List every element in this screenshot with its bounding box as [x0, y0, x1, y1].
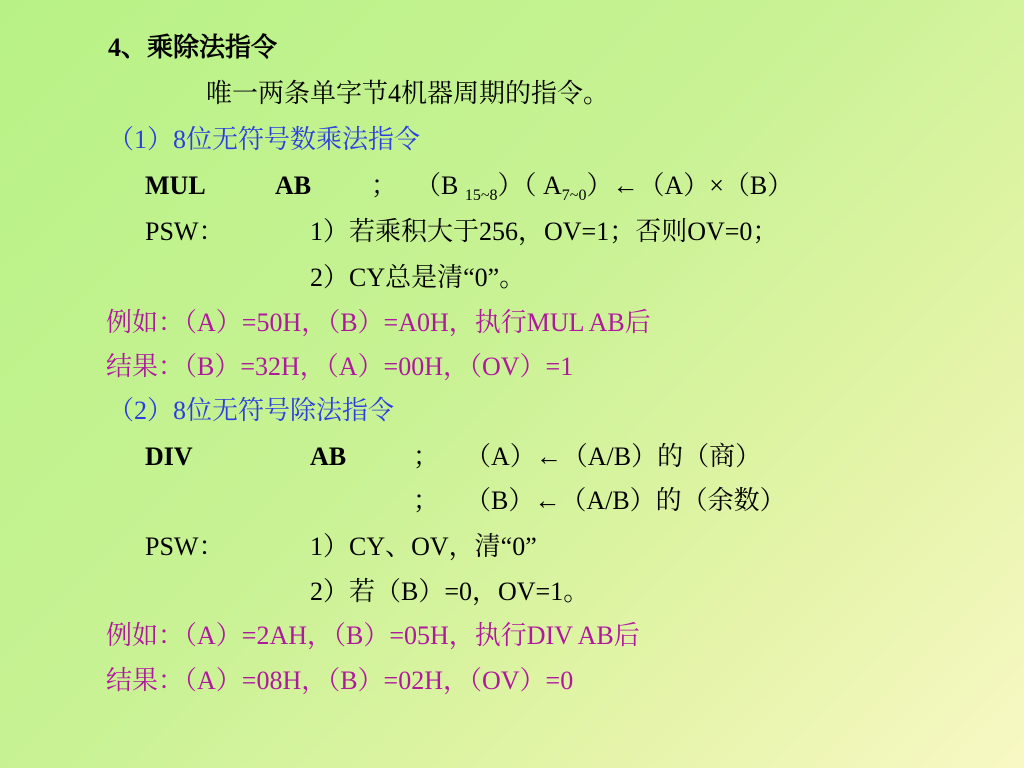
mul-heading: （1）8位无符号数乘法指令: [108, 125, 421, 154]
intro-text: 唯一两条单字节4机器周期的指令。: [206, 79, 610, 108]
mul-result: 结果：（B）=32H，（A）=00H，（OV）=1: [106, 352, 574, 381]
div-operand: AB: [310, 442, 347, 471]
div-semicolon-1: ；: [413, 442, 440, 471]
div-expression-remainder: （B）←（A/B）的（余数）: [465, 486, 786, 515]
mul-psw-rule-2: 2）CY总是清“0”。: [310, 263, 526, 292]
div-expression-quotient: （A）←（A/B）的（商）: [465, 442, 762, 471]
mul-expr-part-b: ）（ A: [497, 171, 562, 200]
mul-psw-label: PSW：: [145, 217, 225, 246]
mul-expression: [415, 171, 794, 204]
div-semicolon-2: ；: [413, 486, 440, 515]
div-heading: （2）8位无符号除法指令: [108, 396, 395, 425]
mul-semicolon: ；: [371, 171, 398, 200]
div-result: 结果：（A）=08H，（B）=02H，（OV）=0: [106, 666, 574, 695]
div-opcode: DIV: [145, 442, 193, 471]
section-title: 4、乘除法指令: [108, 33, 278, 62]
mul-psw-rule-1: 1）若乘积大于256，OV=1；否则OV=0；: [310, 217, 779, 246]
div-psw-rule-2: 2）若（B）=0，OV=1。: [310, 577, 590, 606]
mul-expr-part-a: （B: [415, 171, 465, 200]
div-psw-label: PSW：: [145, 532, 225, 561]
div-psw-rule-1: 1）CY、OV，清“0”: [310, 532, 537, 561]
mul-sub-b: 15~8: [464, 187, 498, 204]
mul-opcode: MUL: [145, 171, 206, 200]
mul-sub-a: 7~0: [561, 187, 587, 204]
mul-operand: AB: [275, 171, 312, 200]
mul-expr-part-c: ）←（A）×（B）: [586, 171, 794, 200]
mul-example: 例如：（A）=50H，（B）=A0H，执行MUL AB后: [106, 308, 651, 337]
div-example: 例如：（A）=2AH，（B）=05H，执行DIV AB后: [106, 621, 640, 650]
